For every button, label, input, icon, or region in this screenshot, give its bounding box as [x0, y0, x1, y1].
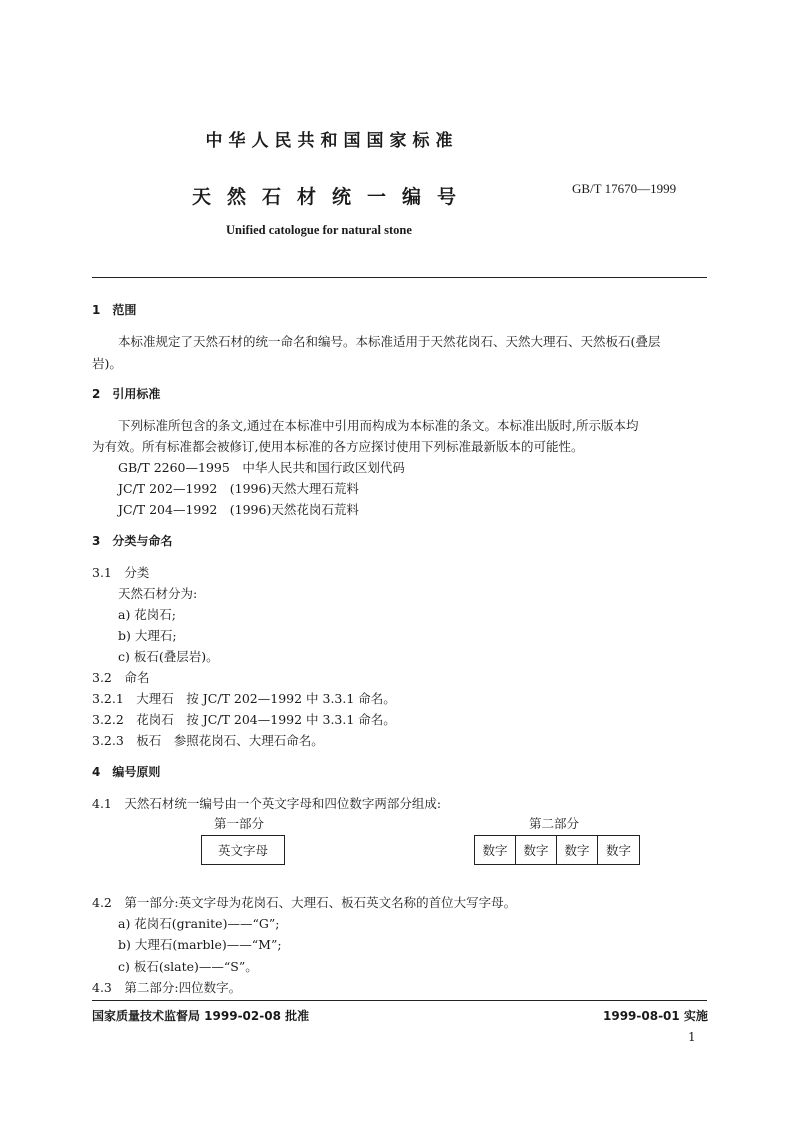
- digit-box-text: 数字: [605, 843, 631, 858]
- approval-date: 国家质量技术监督局 1999-02-08 批准: [92, 1009, 310, 1023]
- classification-intro: 天然石材分为:: [118, 586, 198, 601]
- digit-box: [597, 835, 640, 865]
- list-item: a) 花岗石;: [118, 607, 177, 622]
- subsection-4-3: 4.3 第二部分:四位数字。: [92, 980, 242, 995]
- digit-box-text: 数字: [482, 843, 508, 858]
- digit-box: [556, 835, 598, 865]
- section-1-para-line1: 本标准规定了天然石材的统一命名和编号。本标准适用于天然花岗石、天然大理石、天然板石(叠层: [118, 334, 661, 349]
- section-2-para-line2: 为有效。所有标准都会被修订,使用本标准的各方应探讨使用下列标准最新版本的可能性。: [92, 439, 584, 454]
- section-4-heading: 4 编号原则: [92, 765, 161, 779]
- digit-box: [474, 835, 516, 865]
- digit-box-text: 数字: [523, 843, 549, 858]
- subsection-3-2-3: 3.2.3 板石 参照花岗石、大理石命名。: [92, 733, 324, 748]
- subsection-4-2: 4.2 第一部分:英文字母为花岗石、大理石、板石英文名称的首位大写字母。: [92, 895, 517, 910]
- page-number: 1: [688, 1030, 696, 1044]
- reference-item: JC/T 202—1992 (1996)天然大理石荒料: [118, 481, 359, 496]
- subsection-3-2-2: 3.2.2 花岗石 按 JC/T 204—1992 中 3.3.1 命名。: [92, 712, 396, 727]
- digit-box-text: 数字: [564, 843, 590, 858]
- subsection-3-2: 3.2 命名: [92, 670, 150, 685]
- section-2-para-line1: 下列标准所包含的条文,通过在本标准中引用而构成为本标准的条文。本标准出版时,所示版本均: [118, 418, 639, 433]
- reference-item: JC/T 204—1992 (1996)天然花岗石荒料: [118, 502, 359, 517]
- footer-divider: [92, 1000, 707, 1001]
- subsection-3-1: 3.1 分类: [92, 565, 150, 580]
- list-item: b) 大理石;: [118, 628, 177, 643]
- list-item: c) 板石(slate)——“S”。: [118, 959, 258, 974]
- part1-box: [201, 835, 285, 865]
- document-title: 天然石材统一编号: [192, 186, 473, 208]
- standard-code: GB/T 17670—1999: [572, 181, 677, 196]
- list-item: a) 花岗石(granite)——“G”;: [118, 916, 280, 931]
- standard-name: 中华人民共和国国家标准: [205, 131, 459, 151]
- section-3-heading: 3 分类与命名: [92, 534, 173, 548]
- part2-label: 第二部分: [529, 816, 580, 831]
- part1-label: 第一部分: [214, 816, 265, 831]
- subsection-3-2-1: 3.2.1 大理石 按 JC/T 202—1992 中 3.3.1 命名。: [92, 691, 396, 706]
- list-item: b) 大理石(marble)——“M”;: [118, 937, 282, 952]
- subsection-4-1: 4.1 天然石材统一编号由一个英文字母和四位数字两部分组成:: [92, 796, 442, 811]
- implementation-date: 1999-08-01 实施: [603, 1009, 708, 1023]
- section-1-para-line2: 岩)。: [92, 356, 122, 371]
- section-1-heading: 1 范围: [92, 303, 137, 317]
- section-2-heading: 2 引用标准: [92, 387, 161, 401]
- reference-item: GB/T 2260—1995 中华人民共和国行政区划代码: [118, 460, 405, 475]
- digit-box: [515, 835, 557, 865]
- header-divider: [92, 277, 707, 278]
- english-title: Unified catologue for natural stone: [226, 223, 412, 237]
- list-item: c) 板石(叠层岩)。: [118, 649, 219, 664]
- part1-box-text: 英文字母: [217, 843, 268, 858]
